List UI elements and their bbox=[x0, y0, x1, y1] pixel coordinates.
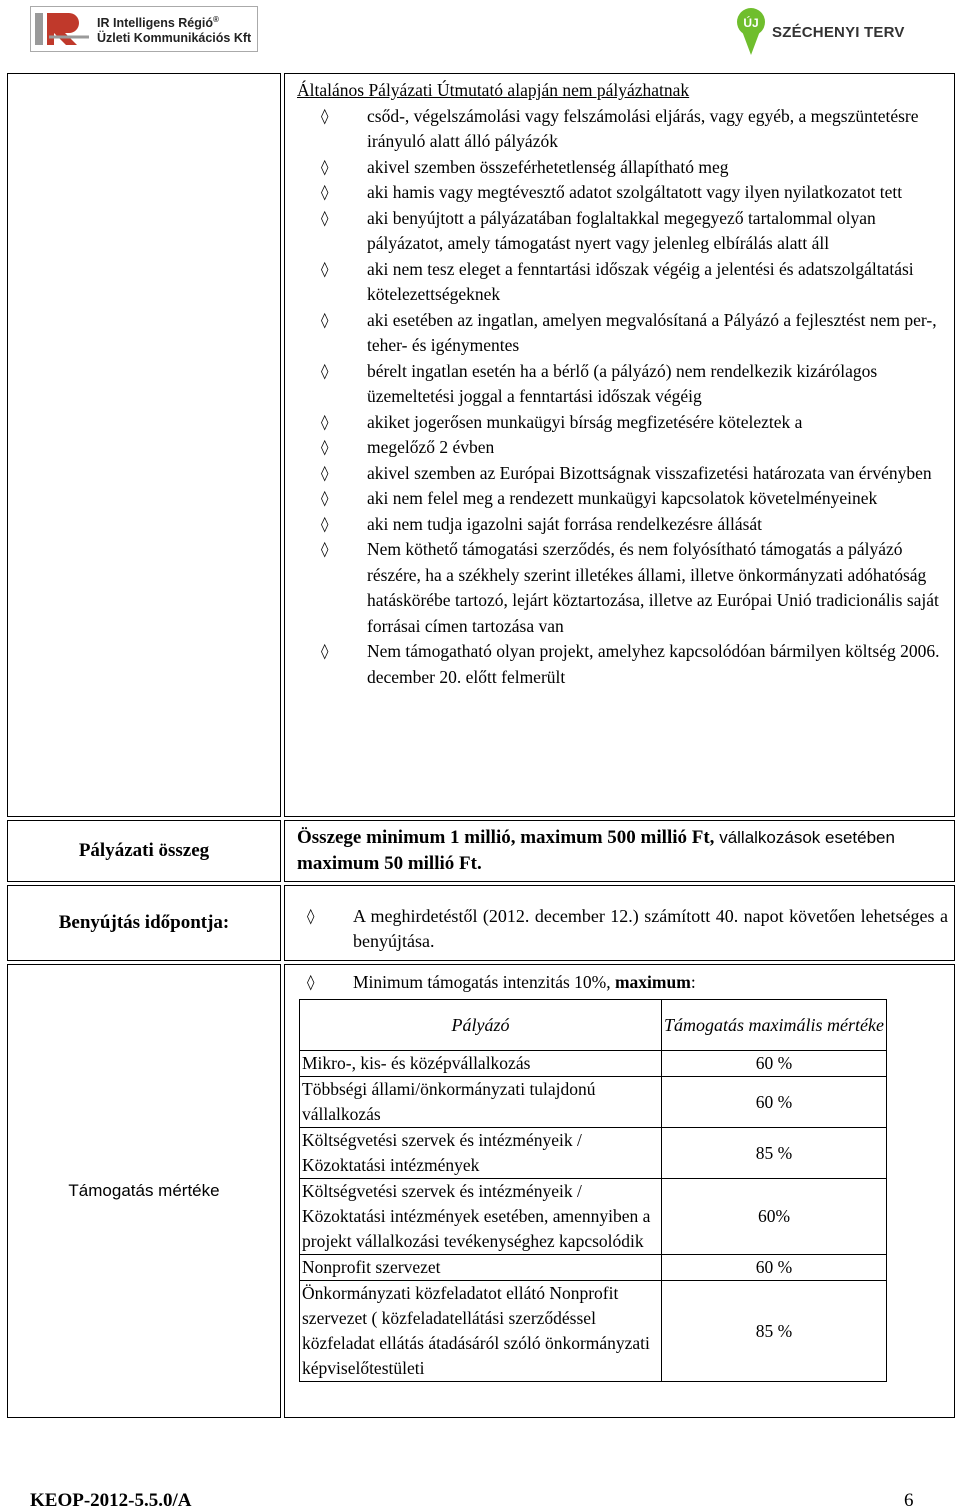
ir-logo bbox=[30, 6, 258, 52]
exclusion-item bbox=[297, 155, 948, 181]
exclusion-item-text: aki benyújtott a pályázatában foglaltakkal megegyező tartalommal olyan pályázatot, amely támogatást nyert vagy jelenleg elbírálás alatt áll bbox=[367, 207, 876, 253]
szechenyi-logo bbox=[736, 4, 936, 60]
amount-label: Pályázati összeg bbox=[7, 820, 281, 882]
diamond-bullet-icon: ◊ bbox=[321, 361, 329, 380]
exclusion-item bbox=[297, 410, 948, 436]
deadline-row bbox=[7, 885, 955, 961]
rate-applicant: Mikro-, kis- és középvállalkozás bbox=[300, 1051, 662, 1077]
rate-value: 85 % bbox=[662, 1128, 887, 1179]
header-max-rate: Támogatás maximális mértéke bbox=[662, 1000, 887, 1051]
rate-row bbox=[300, 1051, 887, 1077]
support-intro-b: maximum bbox=[614, 972, 691, 992]
rate-applicant: Költségvetési szervek és intézményeik / Közoktatási intézmények bbox=[300, 1128, 662, 1179]
footer-page-number: 6 bbox=[904, 1490, 914, 1511]
amount-row bbox=[7, 820, 955, 882]
exclusions-list bbox=[297, 104, 948, 691]
diamond-bullet-icon: ◊ bbox=[321, 463, 329, 482]
exclusion-item bbox=[297, 206, 948, 257]
amount-text-b: vállalkozások esetében bbox=[719, 828, 895, 847]
exclusion-item-text: Nem támogatható olyan projekt, amelyhez kapcsolódóan bármilyen költség 2006. december 20. előtt felmerült bbox=[367, 641, 940, 687]
exclusion-item-text: akivel szemben összeférhetetlenség állapítható meg bbox=[367, 156, 729, 177]
rate-row bbox=[300, 1255, 887, 1281]
support-rates-table bbox=[299, 999, 887, 1382]
exclusion-item-text: akivel szemben az Európai Bizottságnak visszafizetési határozata van érvényben bbox=[367, 462, 932, 483]
support-row bbox=[7, 964, 955, 1418]
exclusion-item-text: Nem köthető támogatási szerződés, és nem folyósítható támogatás a pályázó részére, ha a székhely szerint illetékes állami, illetve önkormányzati adóhatóság hatáskörébe tartozó, lejárt köztartozása, illetve az Európai Unió tradicionális saját forrásai címen tartozása van bbox=[367, 539, 939, 636]
exclusions-row bbox=[7, 73, 955, 817]
info-table bbox=[4, 70, 958, 1421]
diamond-bullet-icon: ◊ bbox=[321, 259, 329, 278]
exclusion-item bbox=[297, 639, 948, 690]
exclusion-item-text: aki nem tesz eleget a fenntartási időszak végéig a jelentési és adatszolgáltatási kötelezettségeknek bbox=[367, 258, 914, 304]
exclusion-item bbox=[297, 359, 948, 410]
rate-row bbox=[300, 1281, 887, 1382]
diamond-bullet-icon: ◊ bbox=[321, 412, 329, 431]
amount-text-a: Összege minimum 1 millió, maximum 500 millió Ft, bbox=[297, 827, 715, 848]
rate-applicant: Nonprofit szervezet bbox=[300, 1255, 662, 1281]
diamond-bullet-icon: ◊ bbox=[321, 208, 329, 227]
exclusion-item-text: akiket jogerősen munkaügyi bírság megfizetésére köteleztek a bbox=[367, 411, 803, 432]
exclusions-content bbox=[284, 73, 955, 817]
rate-value: 60 % bbox=[662, 1077, 887, 1128]
amount-content bbox=[284, 820, 955, 882]
exclusion-item-text: aki hamis vagy megtévesztő adatot szolgáltatott vagy ilyen nyilatkozatot tett bbox=[367, 182, 903, 202]
logo-left-line2: Üzleti Kommunikációs Kft bbox=[97, 31, 252, 46]
rate-applicant: Önkormányzati közfeladatot ellátó Nonprofit szervezet ( közfeladatellátási szerződéssel közfeladat ellátás átadásáról szóló önkormányzati képviselőtestületi bbox=[300, 1281, 662, 1382]
exclusion-item bbox=[297, 537, 948, 639]
exclusions-intro: Általános Pályázati Útmutató alapján nem pályázhatnak bbox=[297, 80, 690, 100]
header-applicant: Pályázó bbox=[300, 1000, 662, 1051]
support-content bbox=[284, 964, 955, 1418]
szechenyi-text: SZÉCHENYI TERV bbox=[772, 23, 905, 41]
exclusion-item bbox=[297, 257, 948, 308]
diamond-bullet-icon: ◊ bbox=[321, 540, 329, 558]
rate-value: 60% bbox=[662, 1179, 887, 1255]
exclusion-item bbox=[297, 308, 948, 359]
support-intro-c: : bbox=[690, 972, 696, 992]
support-table-header bbox=[300, 1000, 887, 1051]
rate-value: 60 % bbox=[662, 1255, 887, 1281]
exclusion-item-text: aki esetében az ingatlan, amelyen megvalósítaná a Pályázó a fejlesztést nem per-, teher- és igénymentes bbox=[367, 309, 937, 355]
diamond-bullet-icon: ◊ bbox=[321, 438, 329, 456]
rate-row bbox=[300, 1077, 887, 1128]
exclusion-item-text: megelőző 2 évben bbox=[367, 437, 495, 457]
exclusion-item bbox=[297, 486, 948, 512]
diamond-bullet-icon: ◊ bbox=[321, 310, 329, 329]
exclusion-item-text: aki nem tudja igazolni saját forrása rendelkezésre állását bbox=[367, 513, 763, 534]
deadline-text: A meghirdetéstől (2012. december 12.) számított 40. napot követően lehetséges a benyújtása. bbox=[353, 906, 948, 951]
footer-code: KEOP-2012-5.5.0/A bbox=[30, 1490, 192, 1511]
rate-row bbox=[300, 1128, 887, 1179]
exclusion-item-text: csőd-, végelszámolási vagy felszámolási eljárás, vagy egyéb, a megszüntetésre irányuló alatt álló pályázók bbox=[367, 105, 919, 151]
diamond-bullet-icon: ◊ bbox=[321, 157, 329, 176]
rate-applicant: Költségvetési szervek és intézményeik / Közoktatási intézmények esetében, amennyiben a projekt vállalkozási tevékenységhez kapcsolódik bbox=[300, 1179, 662, 1255]
rate-row bbox=[300, 1179, 887, 1255]
exclusion-item bbox=[297, 435, 948, 461]
diamond-bullet-icon: ◊ bbox=[321, 183, 329, 201]
exclusions-label-cell bbox=[7, 73, 281, 817]
rate-applicant: Többségi állami/önkormányzati tulajdonú vállalkozás bbox=[300, 1077, 662, 1128]
exclusion-item bbox=[297, 104, 948, 155]
diamond-bullet-icon: ◊ bbox=[321, 642, 329, 660]
exclusion-item-text: aki nem felel meg a rendezett munkaügyi kapcsolatok követelményeinek bbox=[367, 488, 878, 508]
rate-value: 85 % bbox=[662, 1281, 887, 1382]
szechenyi-mark: ÚJ bbox=[743, 16, 759, 30]
rate-value: 60 % bbox=[662, 1051, 887, 1077]
diamond-bullet-icon: ◊ bbox=[321, 489, 329, 507]
amount-text-c: maximum 50 millió Ft. bbox=[297, 853, 482, 874]
diamond-bullet-icon: ◊ bbox=[321, 106, 329, 125]
exclusion-item-text: bérelt ingatlan esetén ha a bérlő (a pályázó) nem rendelkezik kizárólagos üzemeltetési joggal a fenntartási időszak végéig bbox=[367, 360, 878, 406]
diamond-bullet-icon: ◊ bbox=[321, 514, 329, 533]
exclusion-item bbox=[297, 512, 948, 538]
exclusion-item bbox=[297, 461, 948, 487]
deadline-content bbox=[284, 885, 955, 961]
szechenyi-pin-icon bbox=[736, 7, 766, 57]
support-label: Támogatás mértéke bbox=[7, 964, 281, 1418]
support-intro-a: Minimum támogatás intenzitás 10%, bbox=[353, 972, 611, 992]
diamond-bullet-icon: ◊ bbox=[307, 973, 315, 991]
diamond-bullet-icon: ◊ bbox=[307, 907, 315, 925]
ir-logo-mark bbox=[31, 7, 97, 51]
exclusion-item bbox=[297, 180, 948, 206]
logo-left-line1: IR Intelligens Régió bbox=[97, 16, 213, 31]
deadline-label: Benyújtás időpontja: bbox=[7, 885, 281, 961]
registered-mark: ® bbox=[213, 14, 219, 24]
